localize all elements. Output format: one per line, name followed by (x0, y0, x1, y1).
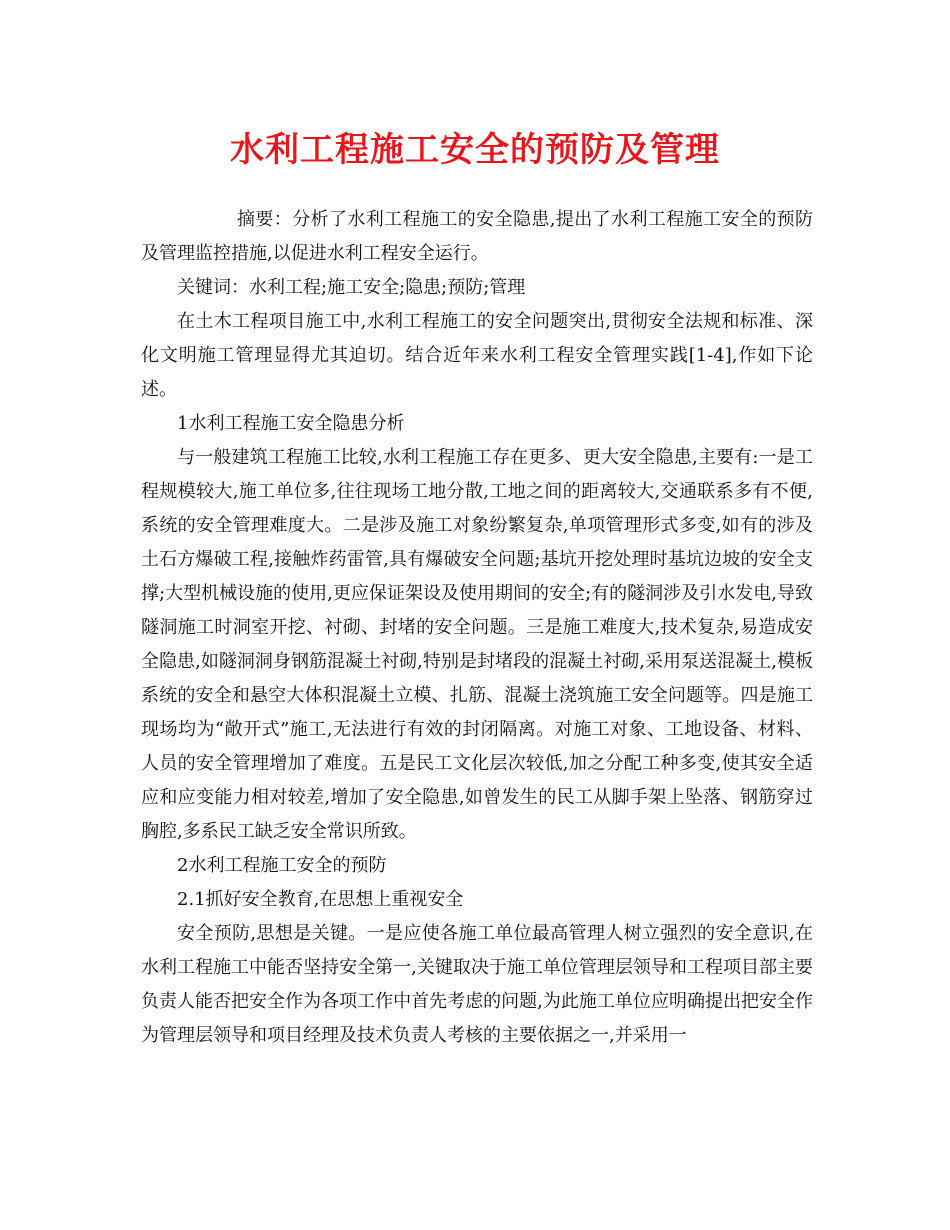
keywords-paragraph (141, 271, 813, 305)
abstract-label: 摘要： (237, 209, 293, 230)
document-body (141, 203, 813, 1053)
document-title: 水利工程施工安全的预防及管理 (230, 130, 720, 170)
subsection-heading-2-1: 2.1抓好安全教育,在思想上重视安全 (177, 889, 464, 910)
section-heading-2: 2水利工程施工安全的预防 (177, 855, 387, 876)
abstract-text: 分析了水利工程施工的安全隐患,提出了水利工程施工安全的预防及管理监控措施,以促进水利工程安全运行。 (141, 209, 814, 264)
intro-paragraph: 在土木工程项目施工中,水利工程施工的安全问题突出,贯彻安全法规和标准、深化文明施工管理显得尤其迫切。结合近年来水利工程安全管理实践[1-4],作如下论述。 (141, 311, 813, 400)
keywords-text: 水利工程;施工安全;隐患;预防;管理 (249, 277, 526, 298)
abstract-paragraph (141, 203, 813, 271)
keywords-label: 关键词： (177, 277, 249, 298)
body-paragraph: 安全预防,思想是关键。一是应使各施工单位最高管理人树立强烈的安全意识,在水利工程施工中能否坚持安全第一,关键取决于施工单位管理层领导和工程项目部主要负责人能否把安全作为各项工作中首先考虑的问题,为此施工单位应明确提出把安全作为管理层领导和项目经理及技术负责人考核的主要依据之一,并采用一 (141, 923, 813, 1046)
section-heading-1: 1水利工程施工安全隐患分析 (177, 413, 405, 434)
body-paragraph: 与一般建筑工程施工比较,水利工程施工存在更多、更大安全隐患,主要有:一是工程规模较大,施工单位多,往往现场工地分散,工地之间的距离较大,交通联系多有不便,系统的安全管理难度大。二是涉及施工对象纷繁复杂,单项管理形式多变,如有的涉及土石方爆破工程,接触炸药雷管,具有爆破安全问题;基坑开挖处理时基坑边坡的安全支撑;大型机械设施的使用,更应保证架设及使用期间的安全;有的隧洞涉及引水发电,导致隧洞施工时洞室开挖、衬砌、封堵的安全问题。三是施工难度大,技术复杂,易造成安全隐患,如隧洞洞身钢筋混凝土衬砌,特别是封堵段的混凝土衬砌,采用泵送混凝土,模板系统的安全和悬空大体积混凝土立模、扎筋、混凝土浇筑施工安全问题等。四是施工现场均为“敞开式”施工,无法进行有效的封闭隔离。对施工对象、工地设备、材料、人员的安全管理增加了难度。五是民工文化层次较低,加之分配工种多变,使其安全适应和应变能力相对较差,增加了安全隐患,如曾发生的民工从脚手架上坠落、钢筋穿过胸腔,多系民工缺乏安全常识所致。 (141, 447, 813, 842)
